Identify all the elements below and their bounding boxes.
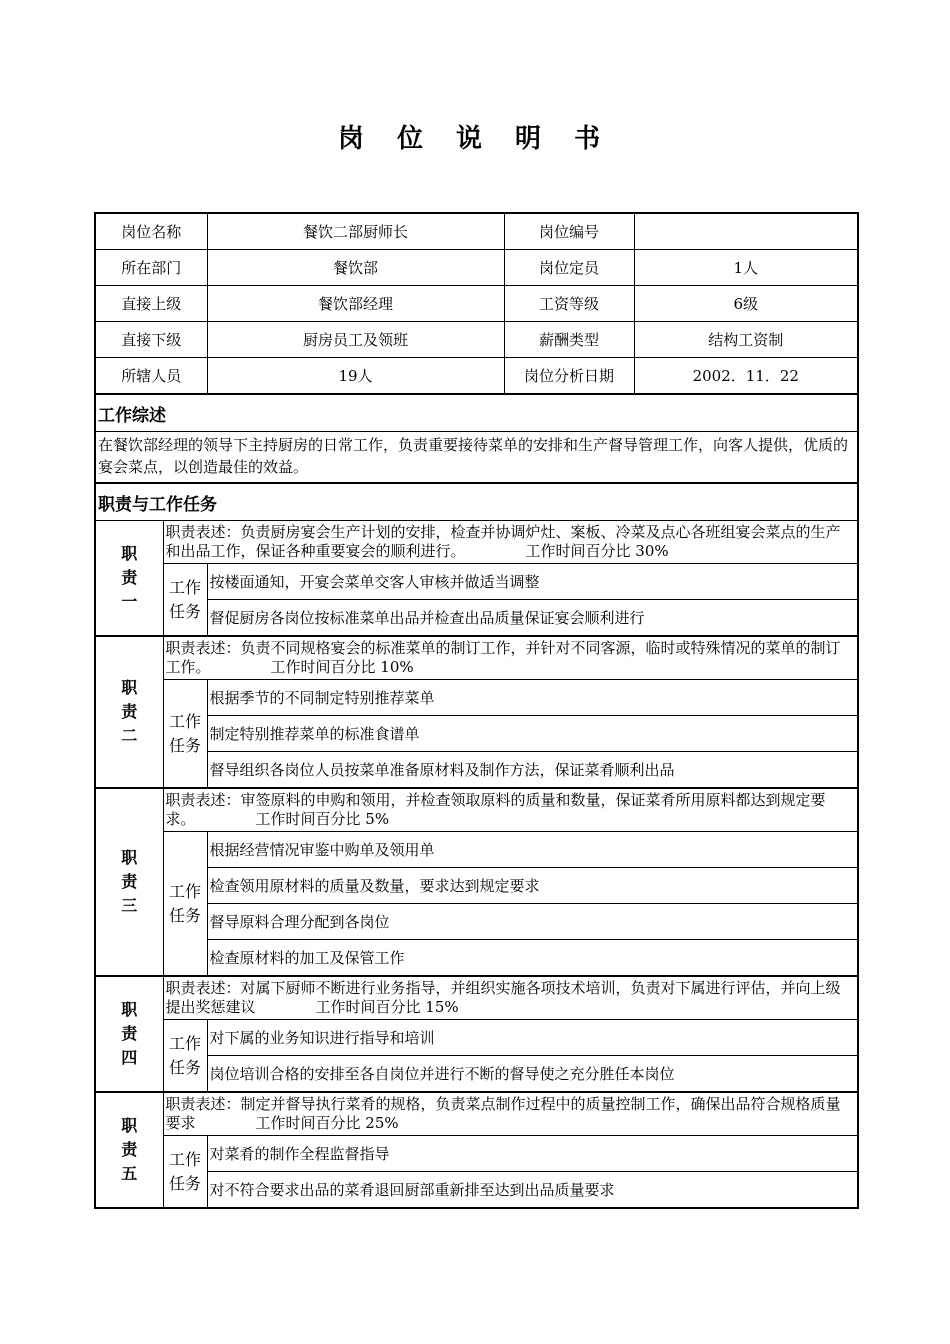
task-item: 制定特别推荐菜单的标准食谱单	[207, 716, 858, 752]
task-item: 对下属的业务知识进行指导和培训	[207, 1020, 858, 1056]
task-label-text: 工作任务	[168, 1033, 201, 1077]
task-label	[163, 564, 207, 637]
duty-description	[163, 1092, 858, 1136]
task-row	[95, 716, 858, 752]
task-item: 督促厨房各岗位按标准菜单出品并检查出品质量保证宴会顺利进行	[207, 600, 858, 637]
duty-label	[95, 1092, 163, 1208]
info-value: 餐饮部经理	[207, 286, 504, 322]
duty-description	[163, 636, 858, 680]
task-row	[95, 1136, 858, 1172]
info-value	[634, 213, 858, 250]
task-row	[95, 868, 858, 904]
task-item: 对菜肴的制作全程监督指导	[207, 1136, 858, 1172]
info-row	[95, 213, 858, 250]
info-value: 结构工资制	[634, 322, 858, 358]
summary-heading: 工作综述	[95, 394, 858, 432]
info-value: 餐饮部	[207, 250, 504, 286]
info-row	[95, 250, 858, 286]
task-item: 检查原材料的加工及保管工作	[207, 940, 858, 977]
task-item: 对不符合要求出品的菜肴退回厨部重新排至达到出品质量要求	[207, 1172, 858, 1209]
duty-description-text: 职责表述：制定并督导执行菜肴的规格，负责菜点制作过程中的质量控制工作，确保出品符合规格质量要求	[165, 1095, 841, 1132]
info-label: 所在部门	[95, 250, 207, 286]
info-row	[95, 286, 858, 322]
info-label: 所辖人员	[95, 358, 207, 395]
summary-heading-row	[95, 394, 858, 432]
duty-label-text: 职责四	[121, 1000, 138, 1067]
duty-desc-row	[95, 976, 858, 1020]
task-row	[95, 832, 858, 868]
task-row	[95, 904, 858, 940]
info-value: 2002．11．22	[634, 358, 858, 395]
duty-label	[95, 788, 163, 976]
info-value: 厨房员工及领班	[207, 322, 504, 358]
info-label: 岗位定员	[504, 250, 634, 286]
task-item: 检查领用原材料的质量及数量，要求达到规定要求	[207, 868, 858, 904]
task-label	[163, 1020, 207, 1093]
info-value: 1人	[634, 250, 858, 286]
info-label: 直接下级	[95, 322, 207, 358]
task-item: 根据经营情况审鉴中购单及领用单	[207, 832, 858, 868]
task-label	[163, 1136, 207, 1209]
task-item: 按楼面通知，开宴会菜单交客人审核并做适当调整	[207, 564, 858, 600]
duty-description	[163, 788, 858, 832]
task-row	[95, 680, 858, 716]
duties-heading: 职责与工作任务	[95, 483, 858, 521]
duty-description-text: 职责表述：负责厨房宴会生产计划的安排，检查并协调炉灶、案板、冷菜及点心各班组宴会菜点的生产和出品工作，保证各种重要宴会的顺利进行。	[165, 523, 841, 560]
task-row	[95, 1172, 858, 1209]
duty-time-percentage: 工作时间百分比 10%	[270, 658, 414, 676]
task-item: 督导组织各岗位人员按菜单准备原材料及制作方法，保证菜肴顺利出品	[207, 752, 858, 789]
duty-description-text: 职责表述：负责不同规格宴会的标准菜单的制订工作，并针对不同客源，临时或特殊情况的菜单的制订工作。	[165, 639, 841, 676]
duty-desc-row	[95, 1092, 858, 1136]
duty-label	[95, 636, 163, 788]
task-row	[95, 752, 858, 789]
duty-description	[163, 521, 858, 564]
duty-time-percentage: 工作时间百分比 30%	[525, 542, 669, 560]
duty-label-text: 职责二	[121, 678, 138, 745]
duties-heading-row	[95, 483, 858, 521]
page-title: 岗 位 说 明 书	[337, 124, 613, 154]
duty-description-text: 职责表述：审签原料的申购和领用，并检查领取原料的质量和数量，保证菜肴所用原料都达到规定要求。	[165, 791, 826, 828]
info-row	[95, 358, 858, 395]
info-row	[95, 322, 858, 358]
summary-text: 在餐饮部经理的领导下主持厨房的日常工作，负责重要接待菜单的安排和生产督导管理工作，向客人提供，优质的宴会菜点，以创造最佳的效益。	[95, 432, 858, 484]
info-label: 岗位名称	[95, 213, 207, 250]
duty-label-text: 职责五	[121, 1116, 138, 1183]
job-table	[94, 212, 859, 1209]
info-label: 薪酬类型	[504, 322, 634, 358]
task-row	[95, 600, 858, 637]
summary-text-row	[95, 432, 858, 484]
duty-desc-row	[95, 788, 858, 832]
task-label-text: 工作任务	[168, 1149, 201, 1193]
task-label-text: 工作任务	[168, 577, 201, 621]
task-label-text: 工作任务	[168, 881, 201, 925]
task-item: 岗位培训合格的安排至各自岗位并进行不断的督导使之充分胜任本岗位	[207, 1056, 858, 1093]
job-description-form	[94, 212, 857, 1209]
duty-label-text: 职责一	[121, 544, 138, 611]
job-table-body	[95, 213, 858, 1208]
duty-time-percentage: 工作时间百分比 15%	[315, 998, 459, 1016]
task-item: 根据季节的不同制定特别推荐菜单	[207, 680, 858, 716]
duty-desc-row	[95, 521, 858, 564]
duty-label	[95, 976, 163, 1092]
info-label: 岗位分析日期	[504, 358, 634, 395]
info-value: 6级	[634, 286, 858, 322]
duty-time-percentage: 工作时间百分比 5%	[255, 810, 390, 828]
info-label: 工资等级	[504, 286, 634, 322]
task-row	[95, 1020, 858, 1056]
info-value: 19人	[207, 358, 504, 395]
task-row	[95, 1056, 858, 1093]
duty-description	[163, 976, 858, 1020]
duty-time-percentage: 工作时间百分比 25%	[255, 1114, 399, 1132]
duty-description-text: 职责表述：对属下厨师不断进行业务指导，并组织实施各项技术培训，负责对下属进行评估，并向上级提出奖惩建议	[165, 979, 841, 1016]
task-label	[163, 832, 207, 977]
info-label: 岗位编号	[504, 213, 634, 250]
duty-desc-row	[95, 636, 858, 680]
duty-label	[95, 521, 163, 637]
task-row	[95, 564, 858, 600]
task-label-text: 工作任务	[168, 711, 201, 755]
task-row	[95, 940, 858, 977]
info-label: 直接上级	[95, 286, 207, 322]
duty-label-text: 职责三	[121, 848, 138, 915]
task-label	[163, 680, 207, 789]
info-value: 餐饮二部厨师长	[207, 213, 504, 250]
task-item: 督导原料合理分配到各岗位	[207, 904, 858, 940]
